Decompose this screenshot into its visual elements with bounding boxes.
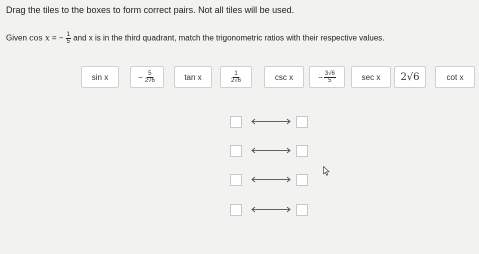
tile-neg-5-over-2root6[interactable]: − $\frac{5}{2√6}$ [130,66,164,88]
double-arrow-icon [251,206,291,213]
double-arrow-icon [251,118,291,125]
tile-sec-x[interactable]: sec x [351,66,391,88]
given-cos: cos x [29,33,50,43]
tile-1-over-2root6[interactable]: $\frac{1}{2√6}$ [220,66,252,88]
mouse-pointer-icon [323,163,330,181]
pair-2-right-box[interactable] [296,145,308,157]
tile-csc-x[interactable]: csc x [264,66,304,88]
given-statement [6,32,385,45]
instructions-text: Drag the tiles to the boxes to form correct pairs. Not all tiles will be used. [6,5,295,15]
pair-3-left-box[interactable] [230,174,242,186]
pair-4-left-box[interactable] [230,204,242,216]
given-fraction: $\frac{1}{5}$ [66,32,70,45]
pair-2-left-box[interactable] [230,145,242,157]
pair-4-right-box[interactable] [296,204,308,216]
tile-2root6[interactable]: 2√6 [394,66,426,88]
pair-3-right-box[interactable] [296,174,308,186]
given-equals: = − [51,33,64,43]
pair-1-right-box[interactable] [296,116,308,128]
tile-cot-x[interactable]: cot x [435,66,475,88]
tile-neg-3root6-over-5[interactable]: − $\frac{3√6}{5}$ [309,66,345,88]
given-prefix: Given [6,33,27,43]
double-arrow-icon [251,176,291,183]
double-arrow-icon [251,147,291,154]
given-rest: and x is in the third quadrant, match the trigonometric ratios with their respective values. [73,33,385,43]
tile-tan-x[interactable]: tan x [174,66,212,88]
pair-1-left-box[interactable] [230,116,242,128]
tile-sin-x[interactable]: sin x [81,66,119,88]
